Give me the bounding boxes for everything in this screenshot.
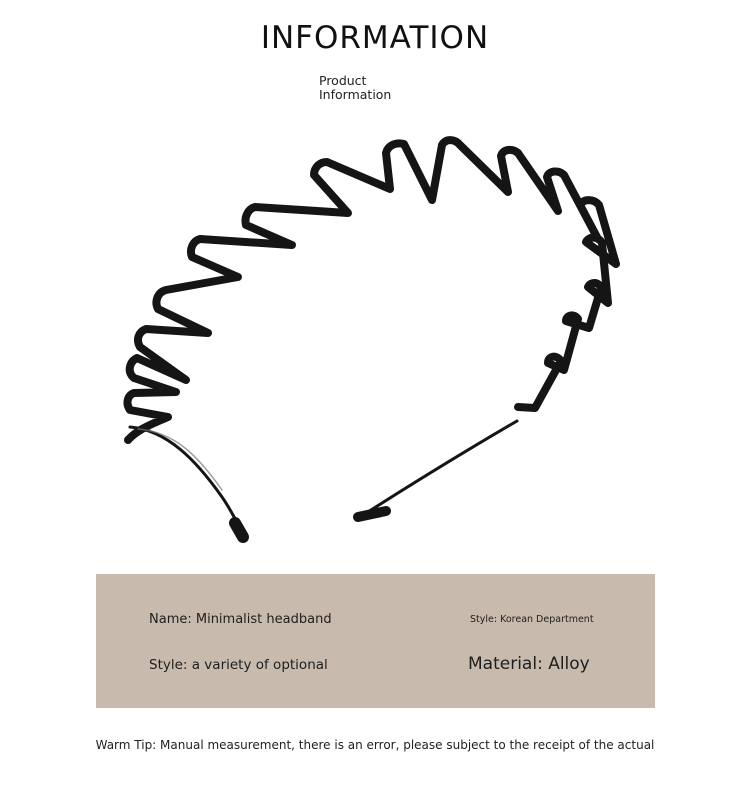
page-title: INFORMATION — [260, 20, 490, 56]
product-name: Name: Minimalist headband — [149, 612, 332, 627]
headband-left-tip — [235, 523, 243, 537]
subtitle-line-2: Information — [319, 87, 392, 102]
headband-image — [110, 125, 650, 555]
page-subtitle — [319, 74, 439, 102]
warm-tip: Warm Tip: Manual measurement, there is an error, please subject to the receipt of the actual — [95, 738, 655, 752]
product-material: Material: Alloy — [468, 654, 590, 674]
headband-right-tip — [358, 511, 386, 517]
headband-left-tail — [130, 427, 238, 524]
product-style-department: Style: Korean Department — [470, 614, 594, 625]
subtitle-line-1: Product — [319, 73, 367, 88]
product-info-panel — [96, 574, 655, 708]
headband-wave-illustration — [127, 140, 616, 537]
product-style-optional: Style: a variety of optional — [149, 657, 328, 673]
headband-wave — [127, 140, 616, 440]
headband-right-tail — [360, 421, 517, 517]
